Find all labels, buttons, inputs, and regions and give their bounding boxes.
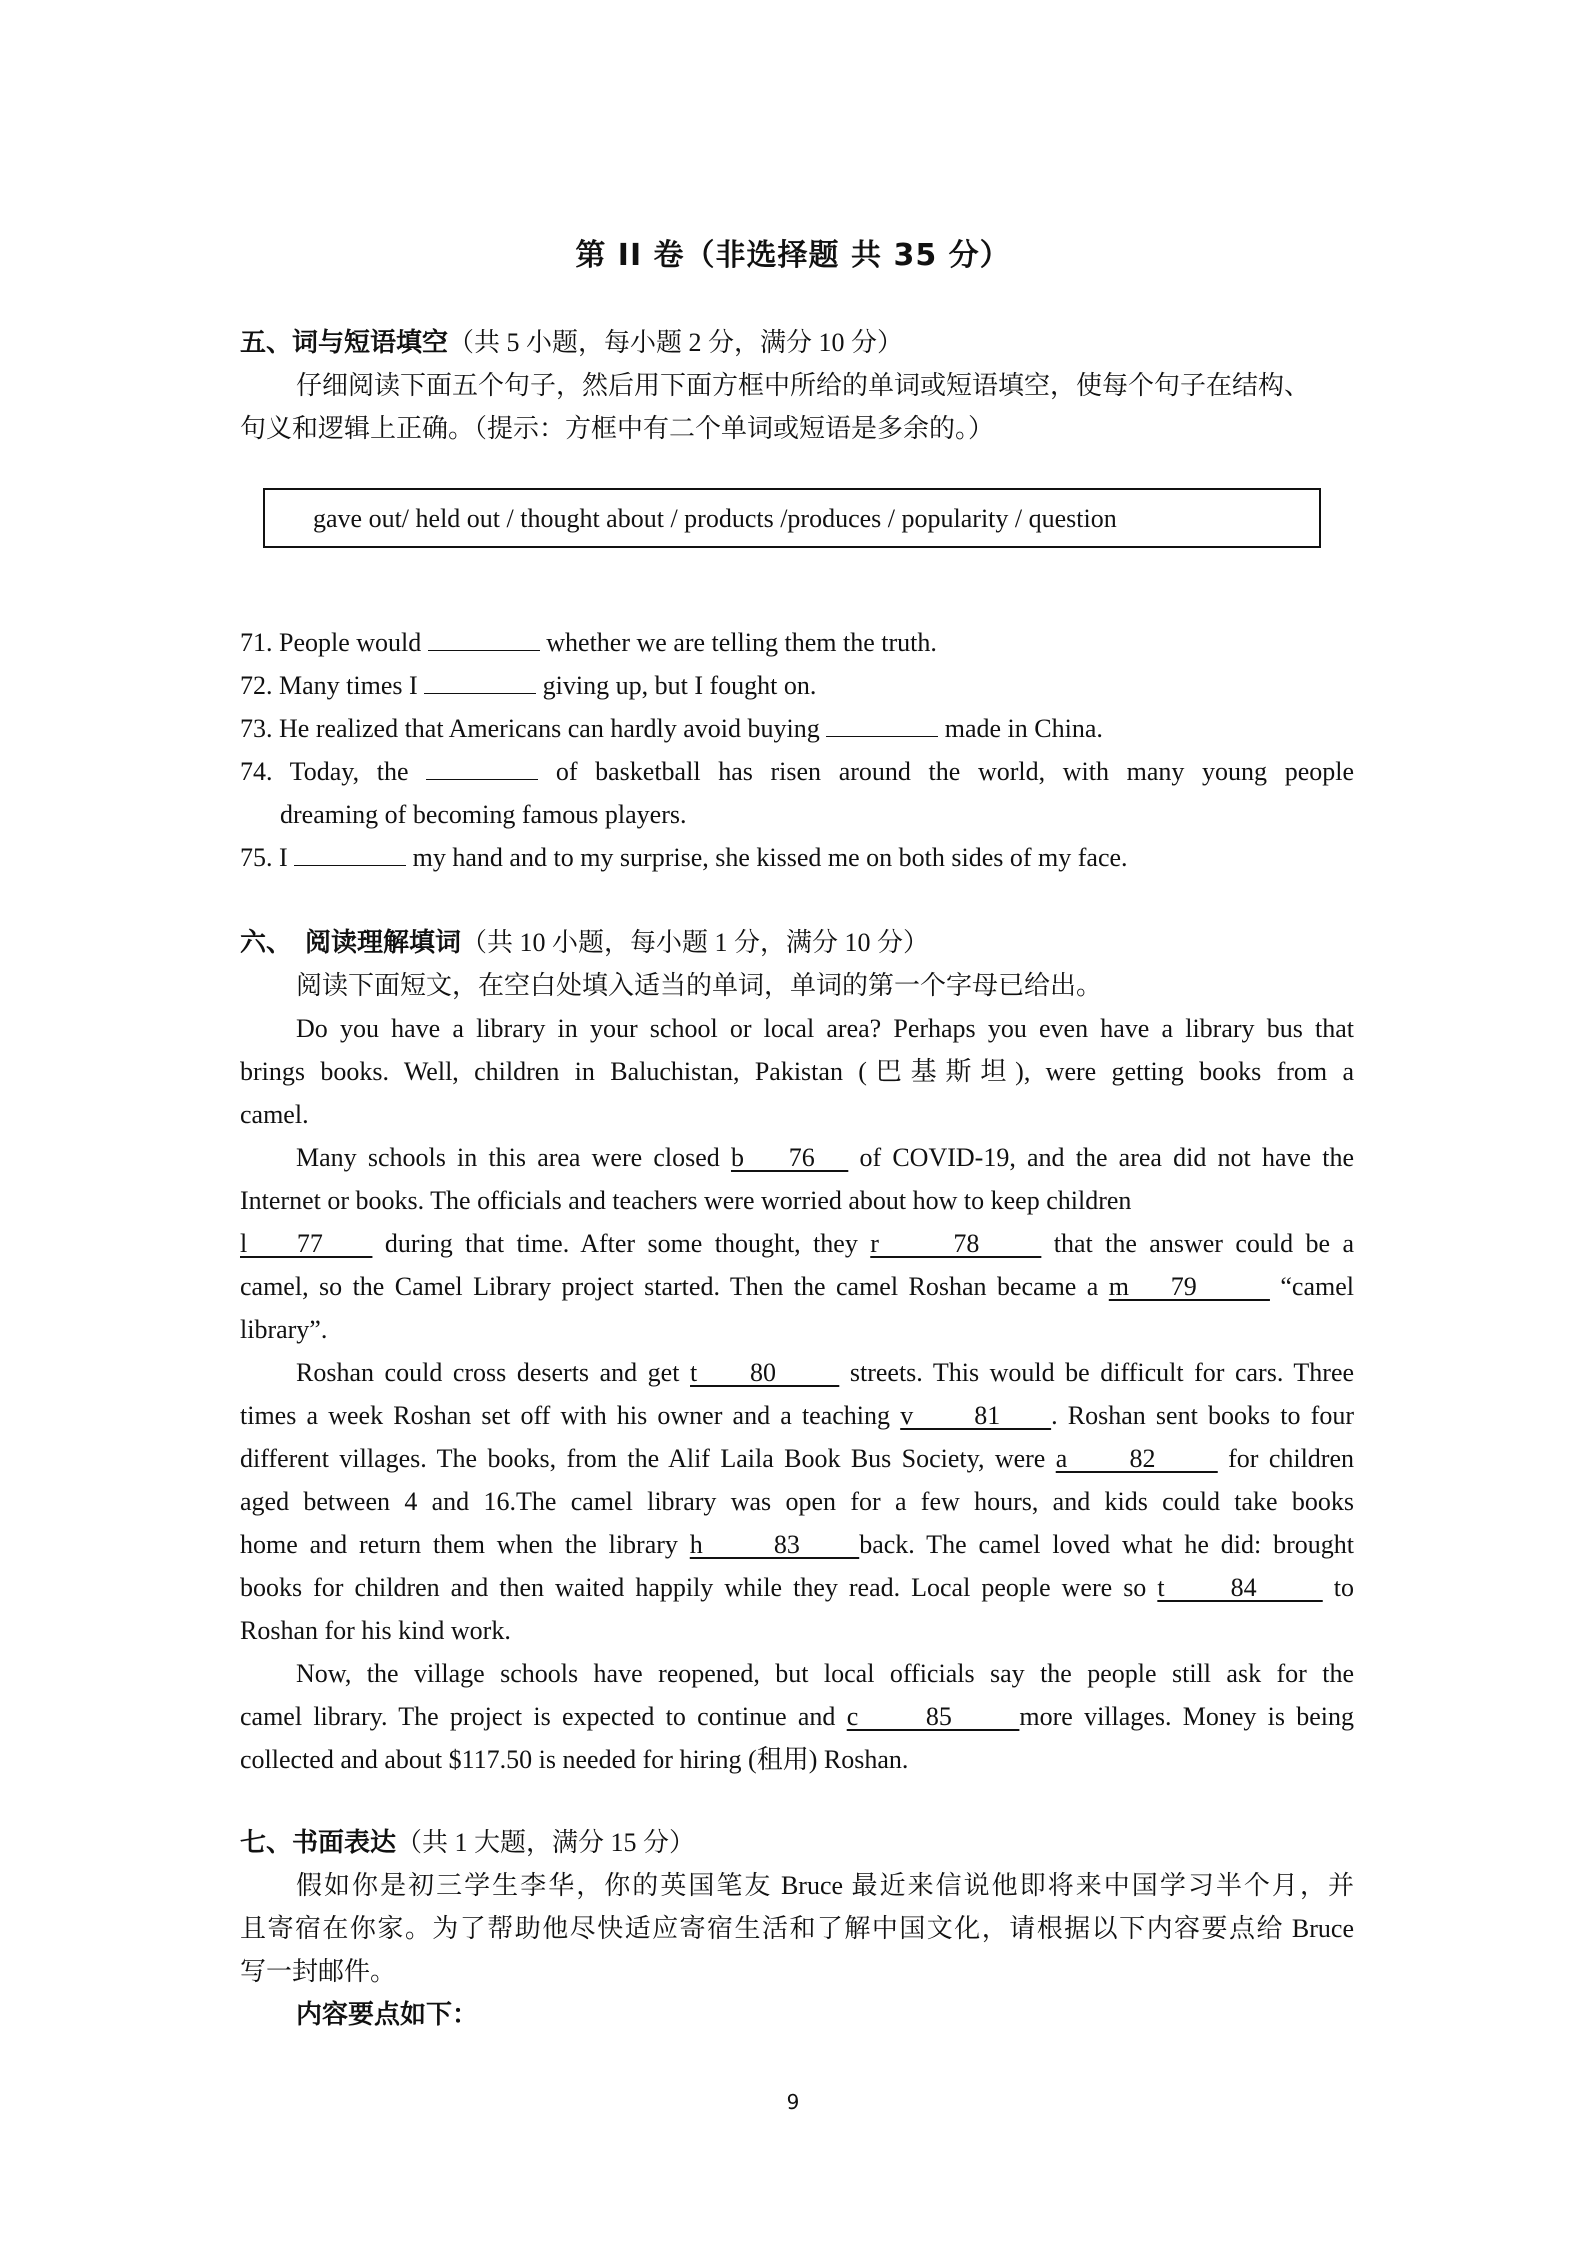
section6-heading-bold: 阅读理解填词 bbox=[305, 928, 462, 958]
question-73 bbox=[240, 708, 1103, 750]
passage-text: camel library. The project is expected to continue and bbox=[240, 1702, 836, 1731]
passage-p3-line6 bbox=[240, 1567, 1354, 1609]
answer-blank-80[interactable]: t 80 bbox=[690, 1358, 840, 1387]
section7-heading bbox=[240, 1822, 695, 1864]
question-74 bbox=[240, 751, 1354, 793]
passage-text: camel, so the Camel Library project started. Then the camel Roshan became a bbox=[240, 1272, 1099, 1301]
passage-text: more villages. Money is being bbox=[1019, 1702, 1354, 1731]
question-72-text-a: 72. Many times I bbox=[240, 671, 418, 700]
page-number: 9 bbox=[786, 2090, 800, 2114]
passage-p3-line1 bbox=[296, 1352, 1354, 1394]
passage-p2-line5: library”. bbox=[240, 1315, 328, 1344]
question-72-text-b: giving up, but I fought on. bbox=[542, 671, 817, 700]
answer-blank-79[interactable]: m 79 bbox=[1108, 1272, 1270, 1301]
answer-blank-73[interactable] bbox=[826, 712, 938, 737]
answer-blank-71[interactable] bbox=[428, 626, 540, 651]
section7-line2: 且寄宿在你家。为了帮助他尽快适应寄宿生活和了解中国文化，请根据以下内容要点给 Bruce bbox=[240, 1914, 1354, 1943]
passage-p2-line4 bbox=[240, 1266, 1354, 1308]
passage-p2-line2: Internet or books. The officials and teachers were worried about how to keep children bbox=[240, 1186, 1132, 1215]
passage-p2-line1 bbox=[296, 1137, 1354, 1179]
section5-instruction-line2: 句义和逻辑上正确。（提示：方框中有二个单词或短语是多余的。） bbox=[240, 414, 995, 443]
question-74-continued: dreaming of becoming famous players. bbox=[280, 800, 687, 829]
question-71-text-b: whether we are telling them the truth. bbox=[546, 628, 937, 657]
paper-section-title: 第 II 卷（非选择题 共 35 分） bbox=[575, 238, 1011, 273]
passage-p4-line1: Now, the village schools have reopened, but local officials say the people still ask for the bbox=[296, 1659, 1354, 1688]
section5-heading-bold: 五、词与短语填空 bbox=[240, 328, 449, 358]
passage-p3-line3 bbox=[240, 1438, 1354, 1480]
section6-instruction: 阅读下面短文，在空白处填入适当的单词，单词的第一个字母已给出。 bbox=[296, 971, 1103, 1000]
passage-text: for children bbox=[1228, 1444, 1354, 1473]
passage-text: Roshan could cross deserts and get bbox=[296, 1358, 680, 1387]
passage-p3-line4: aged between 4 and 16.The camel library was open for a few hours, and kids could take books bbox=[240, 1487, 1354, 1516]
answer-blank-77[interactable]: l 77 bbox=[240, 1229, 373, 1258]
word-box-text: gave out/ held out / thought about / products /produces / popularity / question bbox=[313, 504, 1117, 533]
answer-blank-75[interactable] bbox=[294, 841, 406, 866]
question-75 bbox=[240, 837, 1128, 879]
passage-text: of COVID-19, and the area did not have the bbox=[859, 1143, 1354, 1172]
answer-blank-81[interactable]: v 81 bbox=[900, 1401, 1052, 1430]
section6-heading bbox=[240, 922, 929, 964]
answer-blank-78[interactable]: r 78 bbox=[870, 1229, 1042, 1258]
passage-p2-line3 bbox=[240, 1223, 1354, 1265]
answer-blank-85[interactable]: c 85 bbox=[846, 1702, 1020, 1731]
passage-text: . Roshan sent books to four bbox=[1051, 1401, 1354, 1430]
passage-p4-line2 bbox=[240, 1696, 1354, 1738]
answer-blank-83[interactable]: h 83 bbox=[689, 1530, 860, 1559]
passage-text: to bbox=[1333, 1573, 1354, 1602]
section5-instruction-line1: 仔细阅读下面五个句子，然后用下面方框中所给的单词或短语填空，使每个句子在结构、 bbox=[296, 371, 1311, 400]
passage-text: back. The camel loved what he did: brought bbox=[859, 1530, 1354, 1559]
question-75-text-b: my hand and to my surprise, she kissed me on both sides of my face. bbox=[412, 843, 1128, 872]
passage-p3-line2 bbox=[240, 1395, 1354, 1437]
section6-heading-rest: （共 10 小题，每小题 1 分，满分 10 分） bbox=[461, 928, 930, 957]
passage-text: Many schools in this area were closed bbox=[296, 1143, 720, 1172]
question-73-text-b: made in China. bbox=[944, 714, 1103, 743]
passage-p4-line3: collected and about $117.50 is needed for hiring (租用) Roshan. bbox=[240, 1745, 909, 1774]
question-74-text-a: 74. Today, the bbox=[240, 757, 409, 786]
section7-heading-rest: （共 1 大题，满分 15 分） bbox=[396, 1828, 696, 1857]
answer-blank-74[interactable] bbox=[426, 755, 538, 780]
passage-p3-line7: Roshan for his kind work. bbox=[240, 1616, 511, 1645]
section7-points-label: 内容要点如下： bbox=[296, 2000, 479, 2030]
answer-blank-72[interactable] bbox=[424, 669, 536, 694]
passage-p1-line3: camel. bbox=[240, 1100, 309, 1129]
section6-heading-number: 六、 bbox=[240, 928, 293, 958]
section7-heading-bold: 七、书面表达 bbox=[240, 1828, 397, 1858]
passage-p3-line5 bbox=[240, 1524, 1354, 1566]
question-75-text-a: 75. I bbox=[240, 843, 288, 872]
section7-line1: 假如你是初三学生李华，你的英国笔友 Bruce 最近来信说他即将来中国学习半个月，并 bbox=[296, 1871, 1354, 1900]
section7-line3: 写一封邮件。 bbox=[240, 1957, 397, 1986]
answer-blank-82[interactable]: a 82 bbox=[1055, 1444, 1218, 1473]
passage-text: home and return them when the library bbox=[240, 1530, 678, 1559]
question-73-text-a: 73. He realized that Americans can hardly avoid buying bbox=[240, 714, 820, 743]
passage-text: streets. This would be difficult for cars. Three bbox=[849, 1358, 1355, 1387]
question-71 bbox=[240, 622, 937, 664]
answer-blank-76[interactable]: b 76 bbox=[730, 1143, 849, 1172]
question-71-text-a: 71. People would bbox=[240, 628, 422, 657]
word-box bbox=[263, 488, 1321, 548]
passage-p1-line1: Do you have a library in your school or local area? Perhaps you even have a library bus that bbox=[296, 1014, 1354, 1043]
passage-p1-line2: brings books. Well, children in Baluchistan, Pakistan (巴基斯坦), were getting books from a bbox=[240, 1057, 1354, 1086]
passage-text: books for children and then waited happily while they read. Local people were so bbox=[240, 1573, 1147, 1602]
question-72 bbox=[240, 665, 816, 707]
section5-heading-rest: （共 5 小题，每小题 2 分，满分 10 分） bbox=[448, 328, 904, 357]
passage-text: that the answer could be a bbox=[1053, 1229, 1354, 1258]
section5-heading bbox=[240, 322, 903, 364]
passage-text: different villages. The books, from the Alif Laila Book Bus Society, were bbox=[240, 1444, 1046, 1473]
passage-text: times a week Roshan set off with his owner and a teaching bbox=[240, 1401, 891, 1430]
passage-text: “camel bbox=[1280, 1272, 1354, 1301]
passage-text: during that time. After some thought, they bbox=[384, 1229, 858, 1258]
answer-blank-84[interactable]: t 84 bbox=[1157, 1573, 1323, 1602]
question-74-text-b: of basketball has risen around the world, with many young people bbox=[555, 757, 1355, 786]
